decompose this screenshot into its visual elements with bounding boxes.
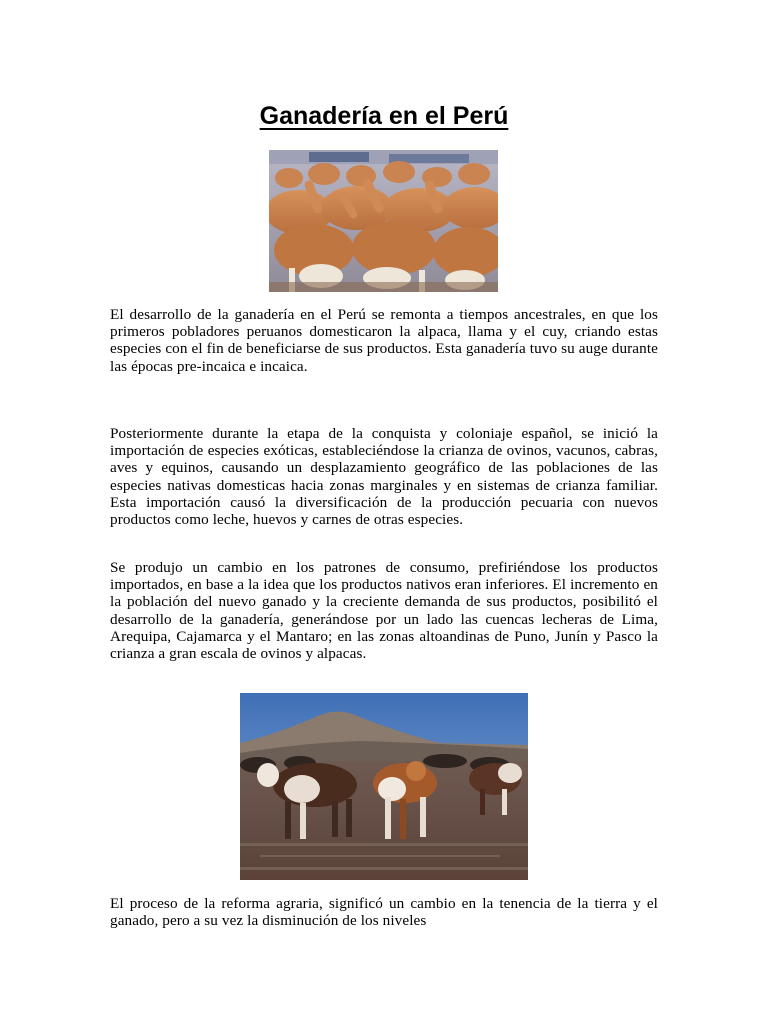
paragraph-origins: El desarrollo de la ganadería en el Perú se remonta a tiempos ancestrales, en que los primeros pobladores peruanos domesticaron la alpaca, llama y el cuy, criando estas especies con el fin de beneficiarse de sus productos. Esta ganadería tuvo su auge durante las épocas pre-incaica e incaica. [110, 306, 658, 375]
page-title: Ganadería en el Perú [259, 102, 509, 130]
vicuna-herd-photo [269, 150, 498, 292]
paragraph-agrarian-reform: El proceso de la reforma agraria, significó un cambio en la tenencia de la tierra y el ganado, pero a su vez la disminución de los niveles [110, 895, 658, 930]
paragraph-conquest: Posteriormente durante la etapa de la conquista y coloniaje español, se inició la importación de especies exóticas, estableciéndose la crianza de ovinos, vacunos, cabras, aves y equinos, causando un desplazamiento geográfico de las poblaciones de las especies nativas domesticas hacia zonas marginales y en sistemas de crianza familiar. Esta importación causó la diversificación de la producción pecuaria con nuevos productos como leche, huevos y carnes de otras especies. [110, 425, 658, 529]
paragraph-consumption-change: Se produjo un cambio en los patrones de consumo, prefiriéndose los productos importados, en base a la idea que los productos nativos eran inferiores. El incremento en la población del nuevo ganado y la creciente demanda de sus productos, posibilitó el desarrollo de la ganadería, generándose por un lado las cuencas lecheras de Lima, Arequipa, Cajamarca y el Mantaro; en las zonas altoandinas de Puno, Junín y Pasco la crianza a gran escala de ovinos y alpacas. [110, 559, 658, 663]
cattle-field-photo [240, 693, 528, 880]
